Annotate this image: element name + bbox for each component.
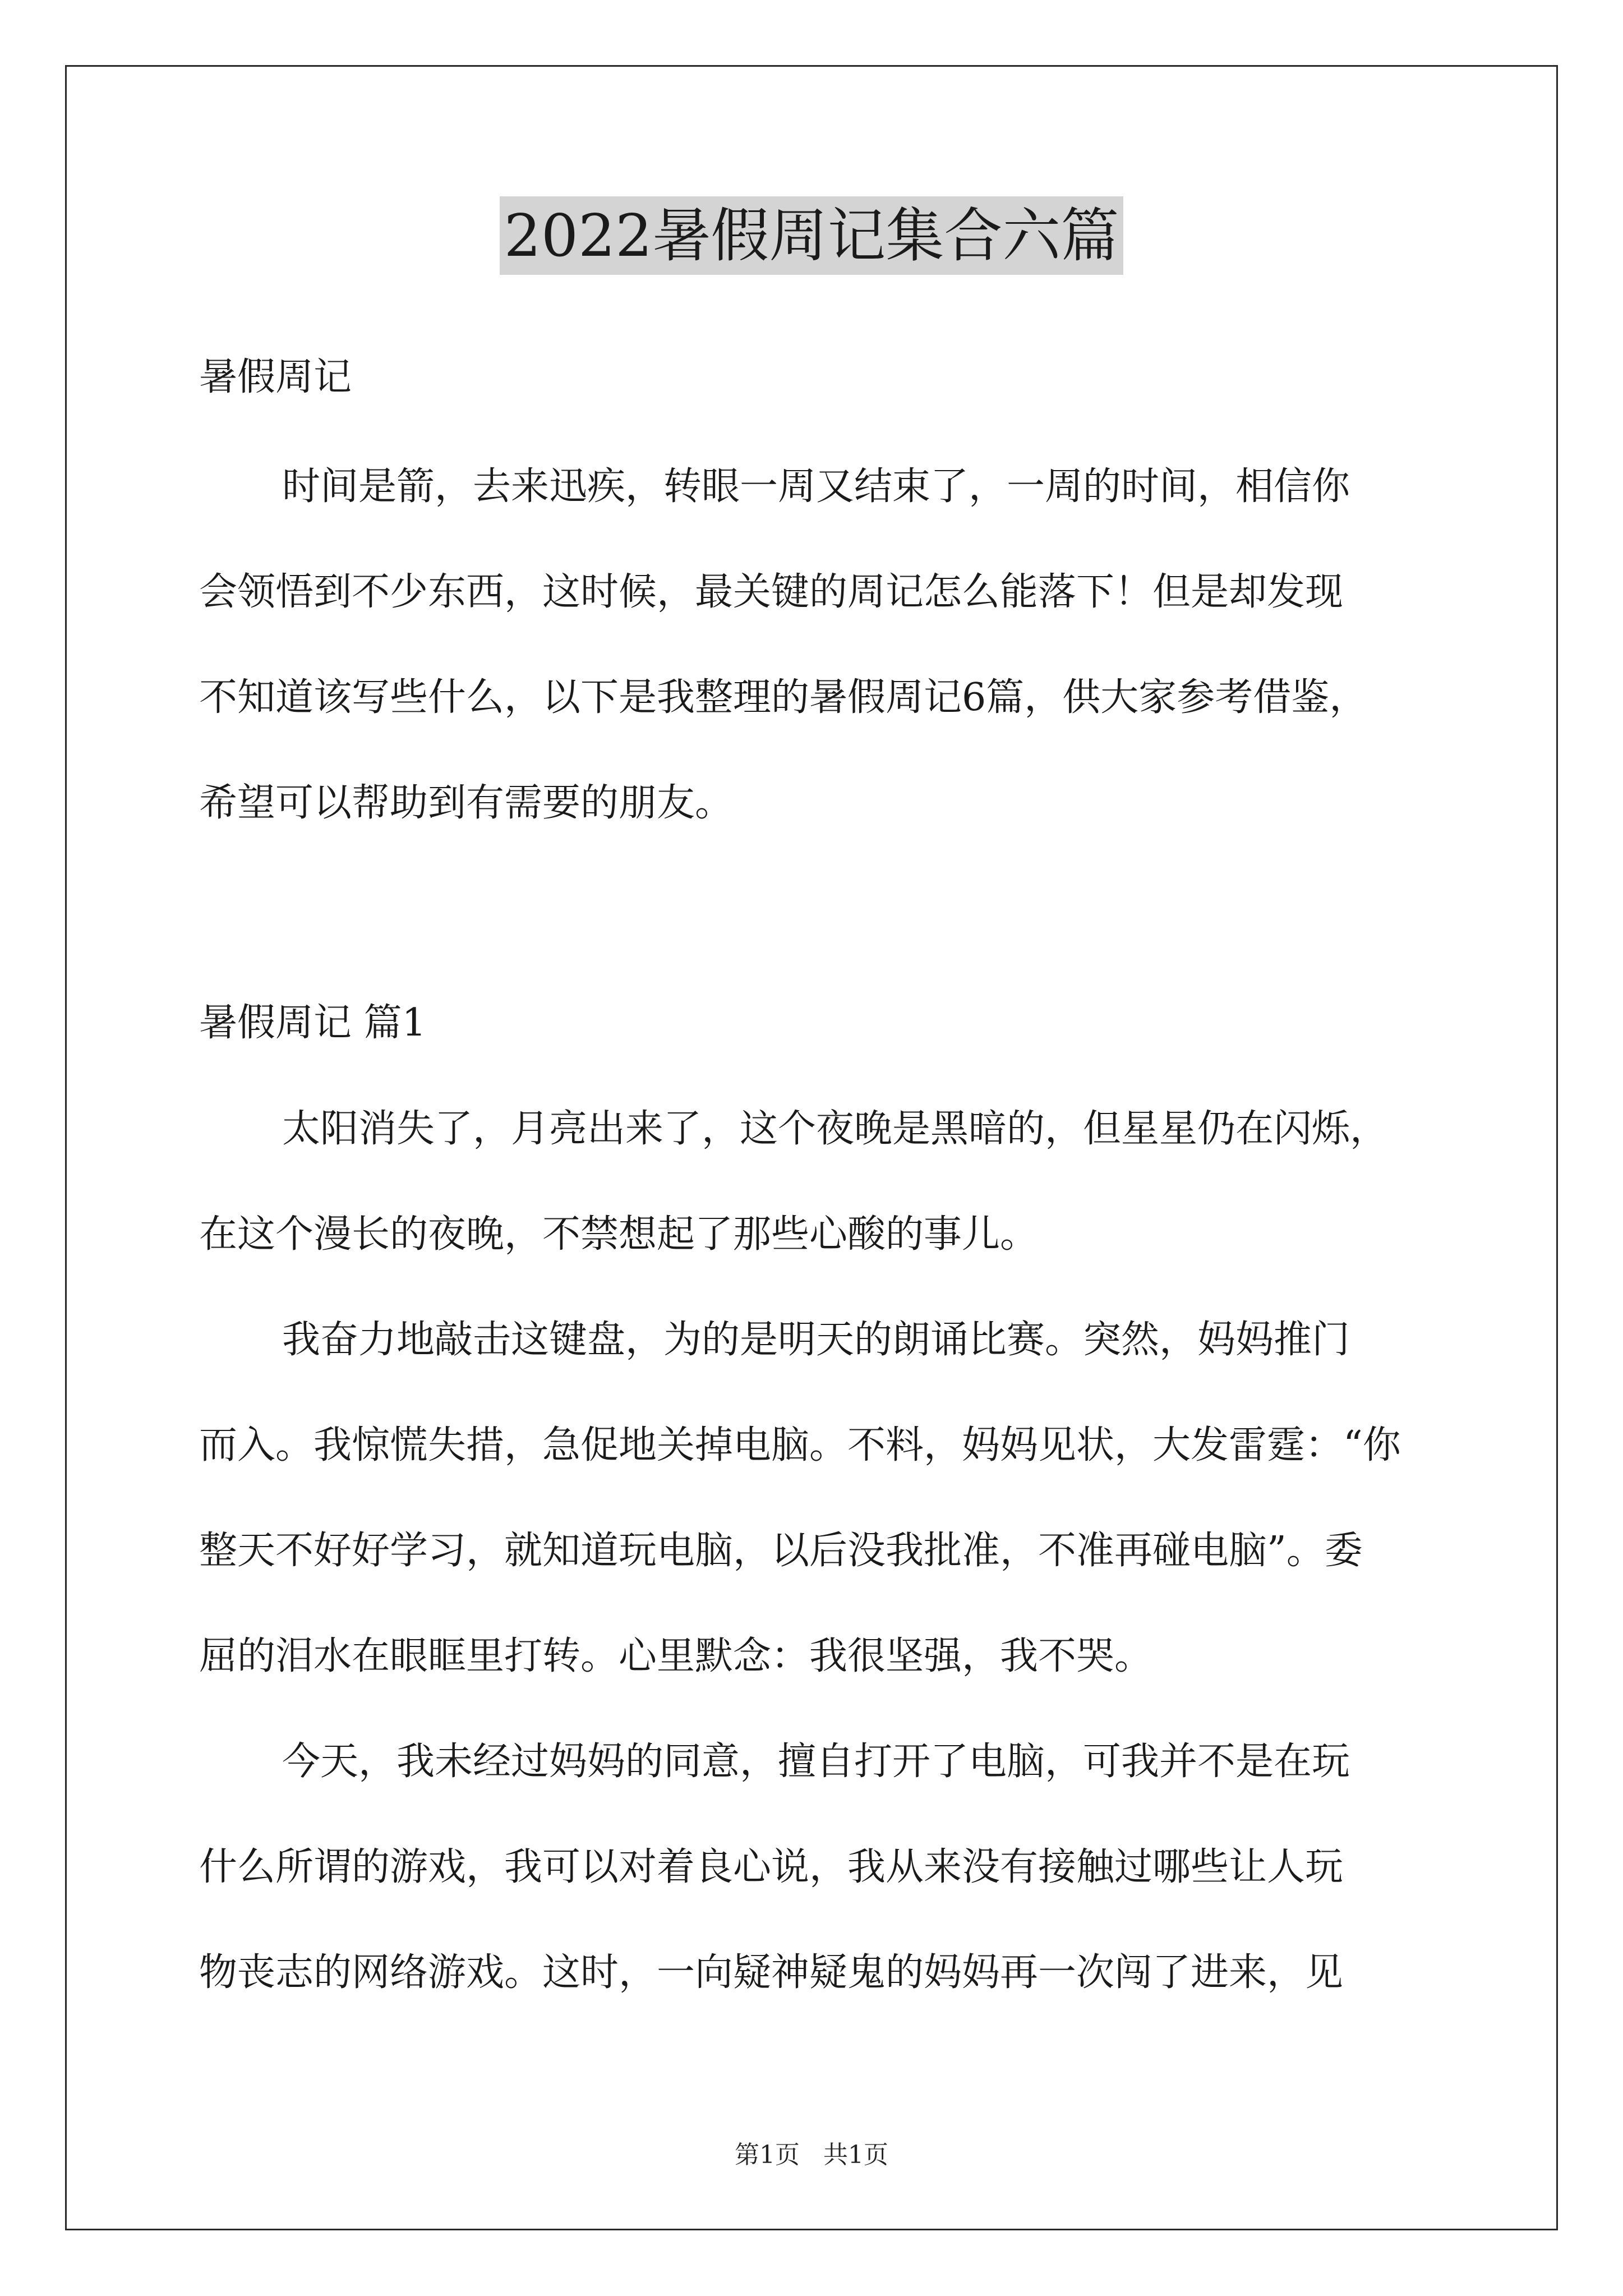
intro-line: 不知道该写些什么，以下是我整理的暑假周记6篇，供大家参考借鉴， bbox=[199, 675, 1368, 720]
paragraph-line: 屈的泪水在眼眶里打转。心里默念：我很坚强，我不哭。 bbox=[199, 1634, 1153, 1678]
paragraph-line: 太阳消失了，月亮出来了，这个夜晚是黑暗的，但星星仍在闪烁， bbox=[282, 1107, 1389, 1151]
paragraph-line: 整天不好好学习，就知道玩电脑，以后没我批准，不准再碰电脑”。委 bbox=[199, 1529, 1363, 1573]
paragraph-line: 而入。我惊慌失措，急促地关掉电脑。不料，妈妈见状，大发雷霆：“你 bbox=[199, 1423, 1401, 1467]
paragraph-line: 我奋力地敲击这键盘，为的是明天的朗诵比赛。突然，妈妈推门 bbox=[282, 1318, 1350, 1362]
intro-line: 希望可以帮助到有需要的朋友。 bbox=[199, 781, 734, 825]
paragraph-line: 在这个漫长的夜晚，不禁想起了那些心酸的事儿。 bbox=[199, 1212, 1039, 1257]
intro-heading: 暑假周记 bbox=[199, 355, 352, 399]
paragraph-line: 物丧志的网络游戏。这时，一向疑神疑鬼的妈妈再一次闯了进来，见 bbox=[199, 1950, 1344, 1995]
document-title: 2022暑假周记集合六篇 bbox=[500, 196, 1124, 275]
section-heading: 暑假周记 篇1 bbox=[199, 1001, 426, 1045]
paragraph-line: 今天，我未经过妈妈的同意，擅自打开了电脑，可我并不是在玩 bbox=[282, 1740, 1350, 1784]
intro-line: 会领悟到不少东西，这时候，最关键的周记怎么能落下！但是却发现 bbox=[199, 570, 1344, 614]
intro-line: 时间是箭，去来迅疾，转眼一周又结束了，一周的时间，相信你 bbox=[282, 464, 1350, 509]
page-footer bbox=[0, 2138, 1623, 2172]
page-number: 第1页 bbox=[735, 2141, 800, 2169]
page-total: 共1页 bbox=[823, 2141, 888, 2169]
title-container bbox=[0, 196, 1623, 275]
paragraph-line: 什么所谓的游戏，我可以对着良心说，我从来没有接触过哪些让人玩 bbox=[199, 1845, 1344, 1889]
